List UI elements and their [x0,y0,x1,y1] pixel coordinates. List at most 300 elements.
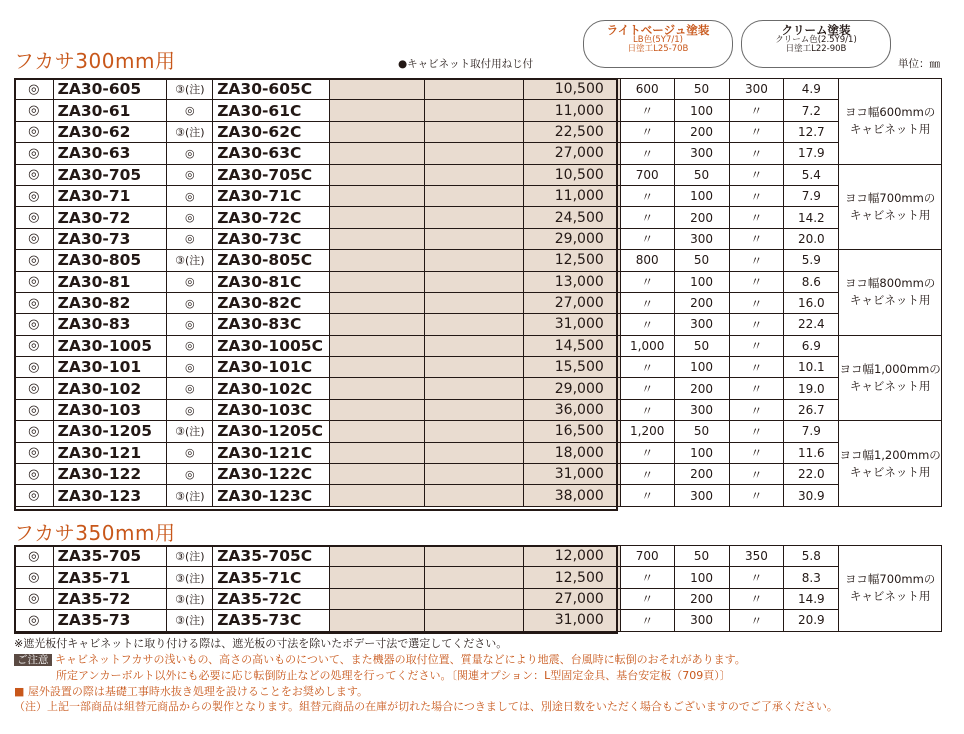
product-code-cream: ZA35-71C [213,567,330,588]
price-blank-1 [330,164,425,185]
weight-value: 26.7 [784,399,839,420]
width-value: 〃 [620,292,674,313]
price-blank-1 [330,610,425,631]
weight-value: 10.1 [784,357,839,378]
table-row [15,143,942,164]
weight-value: 14.2 [784,207,839,228]
price-blank-1 [330,399,425,420]
price: 29,000 [524,228,621,249]
cabinet-width-label: ヨコ幅1,200mmの キャビネット用 [839,421,942,507]
stock-note: ③(注) [167,421,213,442]
product-code-cream: ZA35-72C [213,588,330,609]
depth-value: 200 [674,588,729,609]
product-code-cream: ZA30-1005C [213,335,330,356]
weight-value: 20.0 [784,228,839,249]
height-value: 〃 [729,271,784,292]
price-blank-2 [424,250,524,271]
product-code-cream: ZA30-705C [213,164,330,185]
depth-value: 300 [674,314,729,335]
width-value: 〃 [620,143,674,164]
price: 16,500 [524,421,621,442]
price-blank-1 [330,121,425,142]
unit-label: 単位：㎜ [898,58,940,70]
cabinet-width-label: ヨコ幅600mmの キャビネット用 [839,79,942,165]
product-code-cream: ZA30-101C [213,357,330,378]
cabinet-width-label: ヨコ幅700mmの キャビネット用 [839,546,942,632]
product-code-cream: ZA30-121C [213,442,330,463]
price: 27,000 [524,588,621,609]
stock-mark: ◎ [15,546,54,567]
price-blank-1 [330,250,425,271]
price-blank-2 [424,378,524,399]
price-blank-1 [330,588,425,609]
price-blank-2 [424,185,524,206]
stock-mark: ◎ [15,143,54,164]
product-code-cream: ZA30-102C [213,378,330,399]
price-blank-2 [424,421,524,442]
price: 27,000 [524,143,621,164]
product-code: ZA35-73 [53,610,167,631]
color-option-line1: LB色(5Y7/1) [633,35,683,46]
product-code: ZA30-121 [53,442,167,463]
height-value: 〃 [729,464,784,485]
product-code: ZA30-101 [53,357,167,378]
price: 22,500 [524,121,621,142]
caution-text-2: 所定アンカーボルト以外にも必要に応じ転倒防止などの処理を行ってください。〔関連オプション：L型固定金具、基台安定板（709頁）〕 [56,669,731,682]
table-row [15,314,942,335]
price-blank-1 [330,185,425,206]
product-code-cream: ZA30-103C [213,399,330,420]
product-code: ZA30-1005 [53,335,167,356]
stock-note: ③(注) [167,588,213,609]
table-row [15,185,942,206]
depth-value: 300 [674,399,729,420]
depth-value: 200 [674,121,729,142]
price-blank-1 [330,271,425,292]
stock-note: ③(注) [167,250,213,271]
price-blank-2 [424,207,524,228]
weight-value: 17.9 [784,143,839,164]
stock-note: ③(注) [167,79,213,100]
stock-mark: ◎ [15,100,54,121]
depth-value: 50 [674,335,729,356]
weight-value: 14.9 [784,588,839,609]
depth-value: 100 [674,100,729,121]
price-blank-2 [424,292,524,313]
table-row [15,588,942,609]
note-outdoor: ■ 屋外設置の際は基礎工事時水抜き処理を設けることをお奨めします。 [14,684,369,698]
product-code: ZA35-72 [53,588,167,609]
depth-value: 50 [674,79,729,100]
price-blank-1 [330,100,425,121]
section1-title: フカサ300mm用 [14,49,176,73]
price: 36,000 [524,399,621,420]
weight-value: 7.9 [784,421,839,442]
stock-mark: ◎ [15,185,54,206]
height-value: 〃 [729,228,784,249]
height-value: 〃 [729,250,784,271]
table-row [15,399,942,420]
stock-note: ◎ [167,207,213,228]
width-value: 〃 [620,100,674,121]
width-value: 600 [620,79,674,100]
weight-value: 5.8 [784,546,839,567]
stock-mark: ◎ [15,399,54,420]
product-code-cream: ZA30-63C [213,143,330,164]
table-row [15,464,942,485]
depth-value: 100 [674,357,729,378]
stock-mark: ◎ [15,228,54,249]
price-blank-1 [330,335,425,356]
weight-value: 22.4 [784,314,839,335]
stock-note: ◎ [167,271,213,292]
height-value: 300 [729,79,784,100]
table-row [15,442,942,463]
weight-value: 5.4 [784,164,839,185]
stock-note: ③(注) [167,567,213,588]
depth-value: 100 [674,185,729,206]
table-row [15,79,942,100]
price-blank-1 [330,546,425,567]
price: 18,000 [524,442,621,463]
stock-note: ③(注) [167,121,213,142]
width-value: 〃 [620,610,674,631]
weight-value: 16.0 [784,292,839,313]
stock-mark: ◎ [15,610,54,631]
table-row [15,378,942,399]
table-row [15,610,942,631]
price-blank-2 [424,485,524,506]
price-blank-2 [424,335,524,356]
price: 10,500 [524,164,621,185]
caution-line [14,652,964,669]
stock-note: ◎ [167,143,213,164]
price: 12,000 [524,546,621,567]
price-blank-1 [330,314,425,335]
cabinet-width-label: ヨコ幅700mmの キャビネット用 [839,164,942,250]
weight-value: 7.2 [784,100,839,121]
width-value: 1,000 [620,335,674,356]
height-value: 〃 [729,399,784,420]
weight-value: 4.9 [784,79,839,100]
price-blank-1 [330,485,425,506]
stock-mark: ◎ [15,588,54,609]
stock-mark: ◎ [15,485,54,506]
price: 31,000 [524,314,621,335]
height-value: 〃 [729,442,784,463]
stock-mark: ◎ [15,442,54,463]
product-code: ZA30-83 [53,314,167,335]
table-row [15,228,942,249]
price-blank-2 [424,314,524,335]
width-value: 〃 [620,271,674,292]
product-code: ZA30-102 [53,378,167,399]
width-value: 〃 [620,399,674,420]
depth-value: 50 [674,164,729,185]
weight-value: 5.9 [784,250,839,271]
height-value: 〃 [729,335,784,356]
product-code: ZA30-71 [53,185,167,206]
price-blank-2 [424,399,524,420]
product-code-cream: ZA30-81C [213,271,330,292]
product-code-cream: ZA30-805C [213,250,330,271]
width-value: 〃 [620,228,674,249]
product-code: ZA30-605 [53,79,167,100]
table-row [15,485,942,506]
color-option-title: ライトベージュ塗装 [606,23,710,37]
stock-mark: ◎ [15,464,54,485]
color-option-line2: 日塗工L22-90B [785,43,847,54]
weight-value: 11.6 [784,442,839,463]
product-code-cream: ZA30-122C [213,464,330,485]
price-blank-1 [330,442,425,463]
product-code-cream: ZA30-83C [213,314,330,335]
height-value: 〃 [729,143,784,164]
stock-note: ◎ [167,314,213,335]
stock-note: ③(注) [167,485,213,506]
price: 15,500 [524,357,621,378]
stock-note: ◎ [167,185,213,206]
screw-note: ●キャビネット取付用ねじ付 [398,58,534,70]
product-code: ZA30-72 [53,207,167,228]
width-value: 〃 [620,485,674,506]
stock-mark: ◎ [15,271,54,292]
price-blank-1 [330,464,425,485]
product-code: ZA30-1205 [53,421,167,442]
color-option-lightbeige [583,20,733,68]
width-value: 800 [620,250,674,271]
height-value: 〃 [729,567,784,588]
section2-title: フカサ350mm用 [14,521,176,545]
width-value: 〃 [620,185,674,206]
price: 24,500 [524,207,621,228]
price-blank-2 [424,100,524,121]
height-value: 〃 [729,588,784,609]
price-blank-2 [424,588,524,609]
height-value: 〃 [729,421,784,442]
table-row [15,164,942,185]
table-row [15,292,942,313]
height-value: 350 [729,546,784,567]
depth-value: 300 [674,485,729,506]
stock-mark: ◎ [15,335,54,356]
stock-note: ③(注) [167,546,213,567]
height-value: 〃 [729,610,784,631]
caution-label: ご注意 [14,654,52,666]
height-value: 〃 [729,164,784,185]
stock-note: ◎ [167,442,213,463]
product-code: ZA30-123 [53,485,167,506]
price-blank-2 [424,442,524,463]
price-blank-1 [330,421,425,442]
height-value: 〃 [729,378,784,399]
depth-value: 200 [674,292,729,313]
product-code-cream: ZA30-71C [213,185,330,206]
color-option-line2: 日塗工L25-70B [627,43,689,54]
stock-mark: ◎ [15,567,54,588]
depth-value: 50 [674,421,729,442]
weight-value: 7.9 [784,185,839,206]
price-blank-2 [424,610,524,631]
product-code: ZA30-73 [53,228,167,249]
height-value: 〃 [729,121,784,142]
product-code: ZA30-122 [53,464,167,485]
price: 12,500 [524,567,621,588]
notes-block [14,636,964,715]
price-blank-2 [424,228,524,249]
product-code-cream: ZA30-1205C [213,421,330,442]
product-code: ZA35-705 [53,546,167,567]
price-blank-2 [424,79,524,100]
price: 11,000 [524,185,621,206]
table-row [15,357,942,378]
width-value: 〃 [620,567,674,588]
depth-value: 50 [674,250,729,271]
product-code-cream: ZA30-605C [213,79,330,100]
price-blank-2 [424,546,524,567]
table-row [15,567,942,588]
height-value: 〃 [729,314,784,335]
color-option-line1: クリーム色(2.5Y9/1) [775,35,857,46]
price-blank-1 [330,292,425,313]
cabinet-width-label: ヨコ幅800mmの キャビネット用 [839,250,942,336]
table-row [15,207,942,228]
price: 31,000 [524,464,621,485]
stock-mark: ◎ [15,121,54,142]
note-shading-board: ※遮光板付キャビネットに取り付ける際は、遮光板の寸法を除いたボデー寸法で選定してください。 [14,637,508,650]
price: 11,000 [524,100,621,121]
depth-value: 200 [674,464,729,485]
width-value: 〃 [620,588,674,609]
stock-note: ◎ [167,357,213,378]
product-code: ZA30-61 [53,100,167,121]
product-code: ZA30-805 [53,250,167,271]
stock-note: ◎ [167,378,213,399]
price-blank-1 [330,143,425,164]
product-code: ZA30-705 [53,164,167,185]
width-value: 〃 [620,464,674,485]
weight-value: 12.7 [784,121,839,142]
product-code-cream: ZA30-61C [213,100,330,121]
price-blank-2 [424,464,524,485]
price: 38,000 [524,485,621,506]
table-row [15,121,942,142]
product-code-cream: ZA30-72C [213,207,330,228]
depth-value: 100 [674,567,729,588]
stock-mark: ◎ [15,79,54,100]
table-row [15,421,942,442]
product-code-cream: ZA35-73C [213,610,330,631]
color-option-title: クリーム塗装 [781,23,851,37]
stock-note: ◎ [167,399,213,420]
stock-mark: ◎ [15,421,54,442]
product-code-cream: ZA30-62C [213,121,330,142]
stock-mark: ◎ [15,207,54,228]
price: 13,000 [524,271,621,292]
depth-value: 100 [674,442,729,463]
weight-value: 8.3 [784,567,839,588]
height-value: 〃 [729,485,784,506]
stock-note: ◎ [167,228,213,249]
stock-mark: ◎ [15,314,54,335]
price: 14,500 [524,335,621,356]
price-blank-1 [330,79,425,100]
price-blank-1 [330,378,425,399]
depth-value: 300 [674,228,729,249]
price-blank-2 [424,271,524,292]
price: 10,500 [524,79,621,100]
table-row [15,335,942,356]
stock-note: ③(注) [167,610,213,631]
weight-value: 30.9 [784,485,839,506]
price-blank-1 [330,567,425,588]
price-blank-1 [330,207,425,228]
height-value: 〃 [729,207,784,228]
product-code: ZA30-81 [53,271,167,292]
weight-value: 22.0 [784,464,839,485]
width-value: 〃 [620,121,674,142]
price-blank-1 [330,228,425,249]
product-code: ZA35-71 [53,567,167,588]
stock-note: ◎ [167,464,213,485]
price-blank-2 [424,357,524,378]
stock-note: ◎ [167,335,213,356]
note-remark: （注）上記一部商品は組替元商品からの製作となります。組替元商品の在庫が切れた場合につきましては、別途日数をいただく場合もございますのでご了承ください。 [14,700,838,713]
cabinet-width-label: ヨコ幅1,000mmの キャビネット用 [839,335,942,421]
table-row [15,100,942,121]
product-code: ZA30-82 [53,292,167,313]
width-value: 〃 [620,442,674,463]
weight-value: 6.9 [784,335,839,356]
width-value: 〃 [620,378,674,399]
depth-value: 200 [674,378,729,399]
width-value: 1,200 [620,421,674,442]
caution-text-1: キャビネットフカサの浅いもの、高さの高いものについて、また機器の取付位置、質量などにより地震、台風時に転倒のおそれがあります。 [55,652,746,666]
weight-value: 8.6 [784,271,839,292]
price-table-350 [14,545,942,632]
weight-value: 19.0 [784,378,839,399]
price: 31,000 [524,610,621,631]
price: 29,000 [524,378,621,399]
table-row [15,250,942,271]
stock-note: ◎ [167,164,213,185]
height-value: 〃 [729,292,784,313]
stock-mark: ◎ [15,164,54,185]
height-value: 〃 [729,357,784,378]
stock-mark: ◎ [15,378,54,399]
table-row [15,271,942,292]
stock-mark: ◎ [15,357,54,378]
table-row [15,546,942,567]
product-code: ZA30-103 [53,399,167,420]
stock-note: ◎ [167,100,213,121]
product-code: ZA30-63 [53,143,167,164]
price: 27,000 [524,292,621,313]
price-blank-2 [424,143,524,164]
depth-value: 200 [674,207,729,228]
price-blank-1 [330,357,425,378]
price: 12,500 [524,250,621,271]
product-code-cream: ZA30-123C [213,485,330,506]
color-option-cream [741,20,891,68]
price-blank-2 [424,567,524,588]
price-blank-2 [424,164,524,185]
product-code-cream: ZA35-705C [213,546,330,567]
width-value: 〃 [620,314,674,335]
width-value: 700 [620,546,674,567]
product-code-cream: ZA30-82C [213,292,330,313]
product-code-cream: ZA30-73C [213,228,330,249]
